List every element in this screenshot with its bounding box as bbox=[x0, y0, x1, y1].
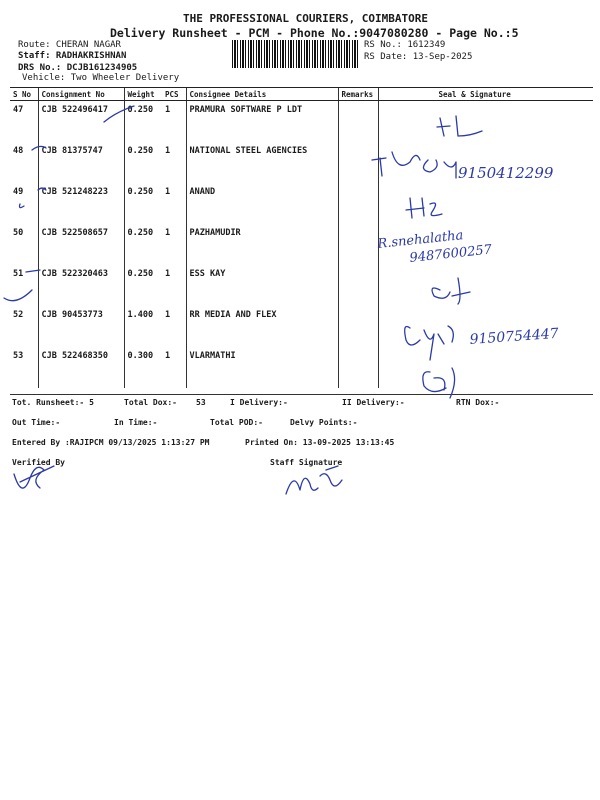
route-label: Route: CHERAN NAGAR bbox=[18, 40, 121, 50]
row-weight: 0.250 bbox=[124, 183, 162, 224]
row-remarks bbox=[338, 224, 378, 265]
row-remarks bbox=[338, 142, 378, 183]
entered-by: Entered By :RAJIPCM 09/13/2025 1:13:27 PM bbox=[12, 438, 210, 447]
signature-phone-50: 9487600257 bbox=[408, 242, 493, 266]
table-row bbox=[10, 101, 593, 143]
col-sno: S No bbox=[10, 88, 38, 101]
signature-phone-48: 9150412299 bbox=[458, 164, 554, 182]
col-consignee: Consignee Details bbox=[186, 88, 338, 101]
staff-label: Staff: RADHAKRISHNAN bbox=[18, 51, 127, 61]
col-remarks: Remarks bbox=[338, 88, 378, 101]
table-row bbox=[10, 265, 593, 306]
row-pcs: 1 bbox=[165, 146, 171, 156]
rs-date: RS Date: 13-Sep-2025 bbox=[364, 52, 473, 62]
row-signature-cell bbox=[378, 347, 593, 388]
row-signature-cell bbox=[378, 265, 593, 306]
runsheet-title: Delivery Runsheet - PCM - Phone No.:9047080280 - Page No.:5 bbox=[110, 26, 519, 40]
delivery-table bbox=[10, 87, 593, 388]
drs-number: DRS No.: DCJB161234905 bbox=[18, 63, 138, 73]
delvy-points: Delvy Points:- bbox=[290, 418, 358, 427]
row-remarks bbox=[338, 265, 378, 306]
row-consignee: PRAMURA SOFTWARE P LDT bbox=[186, 101, 338, 143]
row-weight: 0.300 bbox=[124, 347, 162, 388]
row-pcs: 1 bbox=[165, 269, 171, 279]
row-signature-cell bbox=[378, 183, 593, 224]
row-consignee: ANAND bbox=[186, 183, 338, 224]
table-row bbox=[10, 224, 593, 265]
row-signature-cell bbox=[378, 101, 593, 143]
table-row bbox=[10, 142, 593, 183]
row-remarks bbox=[338, 101, 378, 143]
vehicle-label: Vehicle: Two Wheeler Delivery bbox=[22, 73, 180, 83]
row-consignment: CJB 522468350 bbox=[38, 347, 124, 388]
row-pcs: 1 bbox=[165, 351, 171, 361]
verified-by-signature bbox=[14, 466, 54, 488]
row-sno: 51 bbox=[13, 269, 24, 279]
staff-signature-mark bbox=[286, 466, 342, 494]
row-consignee: NATIONAL STEEL AGENCIES bbox=[186, 142, 338, 183]
table-row bbox=[10, 347, 593, 388]
row-pcs: 1 bbox=[165, 105, 171, 115]
table-row bbox=[10, 306, 593, 347]
row-weight: 1.400 bbox=[124, 306, 162, 347]
total-dox-label: Total Dox:- bbox=[124, 398, 177, 407]
ii-delivery: II Delivery:- bbox=[342, 398, 405, 407]
i-delivery: I Delivery:- bbox=[230, 398, 288, 407]
row-remarks bbox=[338, 347, 378, 388]
row-signature-cell bbox=[378, 224, 593, 265]
row-signature-cell bbox=[378, 306, 593, 347]
row-sno: 50 bbox=[13, 228, 24, 238]
signature-name-50: R.snehalatha bbox=[376, 228, 464, 252]
verified-by-label: Verified By bbox=[12, 458, 65, 467]
row-sno: 48 bbox=[13, 146, 24, 156]
col-weight: Weight bbox=[124, 88, 162, 101]
row-weight: 0.250 bbox=[124, 142, 162, 183]
row-consignment: CJB 522508657 bbox=[38, 224, 124, 265]
out-time: Out Time:- bbox=[12, 418, 61, 427]
company-name: THE PROFESSIONAL COURIERS, COIMBATORE bbox=[183, 12, 429, 25]
barcode bbox=[232, 40, 360, 68]
row-consignee: VLARMATHI bbox=[186, 347, 338, 388]
rtn-dox: RTN Dox:- bbox=[456, 398, 500, 407]
row-remarks bbox=[338, 183, 378, 224]
table-bottom-rule bbox=[10, 394, 593, 395]
row-consignment: CJB 90453773 bbox=[38, 306, 124, 347]
row-sno: 52 bbox=[13, 310, 24, 320]
row-sno: 53 bbox=[13, 351, 24, 361]
signature-phone-52: 9150754447 bbox=[469, 325, 560, 348]
row-weight: 0.250 bbox=[124, 101, 162, 143]
staff-signature-label: Staff Signature bbox=[270, 458, 343, 467]
tot-runsheet: Tot. Runsheet:- 5 bbox=[12, 398, 94, 407]
total-pod: Total POD:- bbox=[210, 418, 263, 427]
total-dox-value: 53 bbox=[196, 398, 206, 407]
row-pcs: 1 bbox=[165, 187, 171, 197]
row-consignee: ESS KAY bbox=[186, 265, 338, 306]
table-row bbox=[10, 183, 593, 224]
col-pcs: PCS bbox=[162, 88, 186, 101]
row-consignment: CJB 521248223 bbox=[38, 183, 124, 224]
row-signature-cell bbox=[378, 142, 593, 183]
printed-on: Printed On: 13-09-2025 13:13:45 bbox=[245, 438, 395, 447]
row-consignment: CJB 522320463 bbox=[38, 265, 124, 306]
table-header-row bbox=[10, 88, 593, 101]
row-sno: 49 bbox=[13, 187, 24, 197]
row-weight: 0.250 bbox=[124, 224, 162, 265]
row-pcs: 1 bbox=[165, 228, 171, 238]
col-consignment: Consignment No bbox=[38, 88, 124, 101]
rs-number: RS No.: 1612349 bbox=[364, 40, 446, 50]
row-pcs: 1 bbox=[165, 310, 171, 320]
in-time: In Time:- bbox=[114, 418, 158, 427]
row-sno: 47 bbox=[13, 105, 24, 115]
row-consignment: CJB 522496417 bbox=[38, 101, 124, 143]
col-signature: Seal & Signature bbox=[378, 88, 593, 101]
row-weight: 0.250 bbox=[124, 265, 162, 306]
row-consignee: PAZHAMUDIR bbox=[186, 224, 338, 265]
row-consignment: CJB 81375747 bbox=[38, 142, 124, 183]
row-remarks bbox=[338, 306, 378, 347]
row-consignee: RR MEDIA AND FLEX bbox=[186, 306, 338, 347]
